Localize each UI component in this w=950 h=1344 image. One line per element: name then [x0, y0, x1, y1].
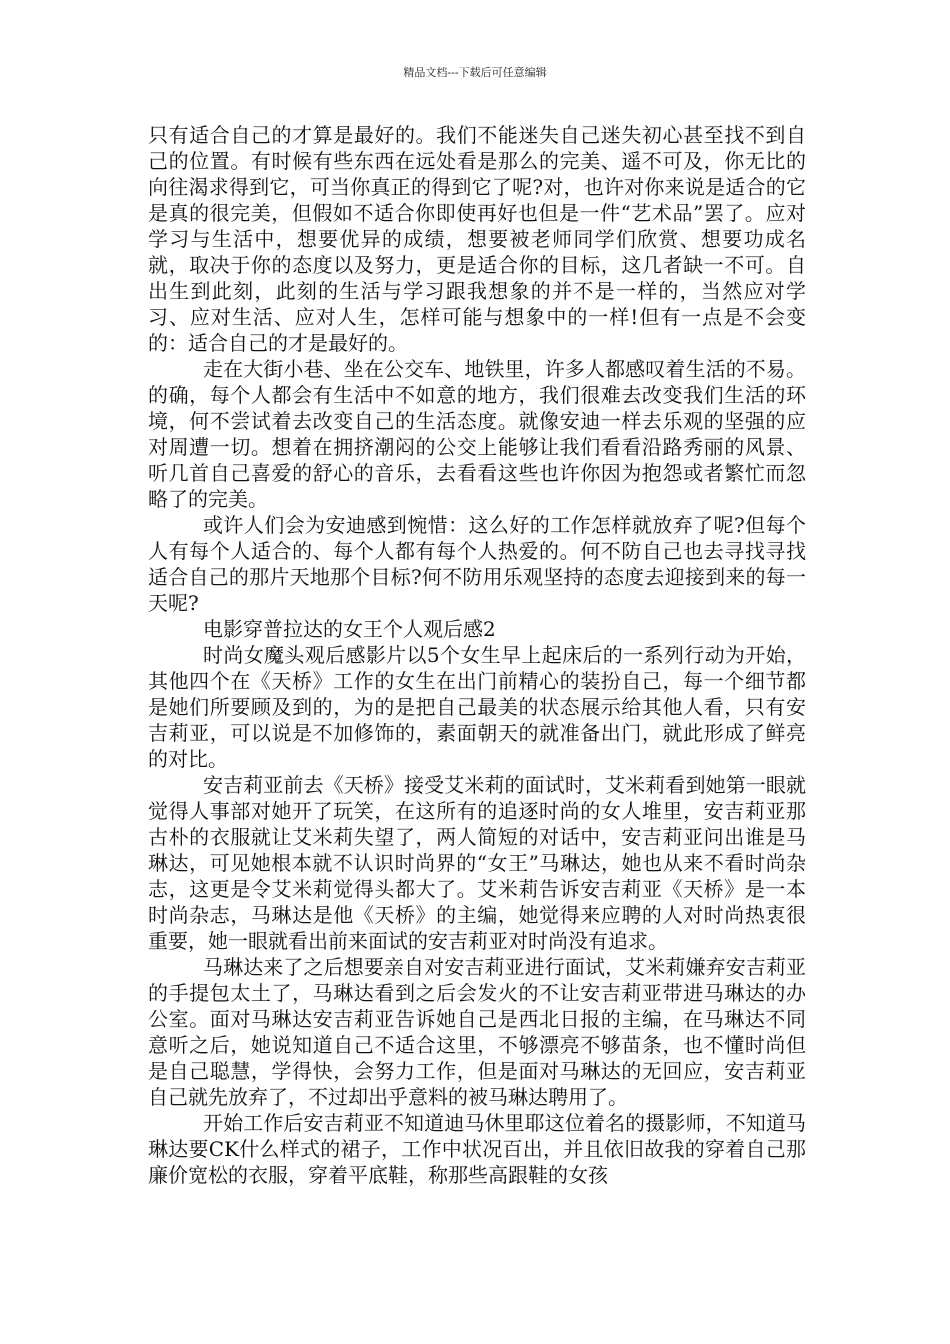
paragraph: 走在大街小巷、坐在公交车、地铁里，许多人都感叹着生活的不易。的确，每个人都会有生活中不如意的地方，我们很难去改变我们生活的环境，何不尝试着去改变自己的生活态度。就像安迪一样去乐观的坚强的应对周遭一切。想着在拥挤潮闷的公交上能够让我们看看沿路秀丽的风景、听几首自己喜爱的舒心的音乐，去看看这些也许你因为抱怨或者繁忙而忽略了的完美。	[148, 357, 806, 511]
paragraph: 时尚女魔头观后感影片以5个女生早上起床后的一系列行动为开始，其他四个在《天桥》工作的女生在出门前精心的装扮自己，每一个细节都是她们所要顾及到的，为的是把自己最美的状态展示给其他人看，只有安吉莉亚，可以说是不加修饰的，素面朝天的就准备出门，就此形成了鲜亮的对比。	[148, 643, 806, 771]
page-header: 精品文档---下载后可任意编辑	[403, 66, 547, 79]
paragraph: 开始工作后安吉莉亚不知道迪马休里耶这位着名的摄影师，不知道马琳达要CK什么样式的裙子，工作中状况百出，并且依旧故我的穿着自己那廉价宽松的衣服，穿着平底鞋，称那些高跟鞋的女孩	[148, 1111, 806, 1187]
paragraph: 只有适合自己的才算是最好的。我们不能迷失自己迷失初心甚至找不到自己的位置。有时候有些东西在远处看是那么的完美、遥不可及，你无比的向往渴求得到它，可当你真正的得到它了呢?对，也许对你来说是适合的它是真的很完美，但假如不适合你即使再好也但是一件“艺术品”罢了。应对学习与生活中，想要优异的成绩，想要被老师同学们欣赏、想要功成名就，取决于你的态度以及努力，更是适合你的目标，这几者缺一不可。自出生到此刻，此刻的生活与学习跟我想象的并不是一样的，当然应对学习、应对生活、应对人生，怎样可能与想象中的一样!但有一点是不会变的：适合自己的才是最好的。	[148, 123, 806, 355]
paragraph: 马琳达来了之后想要亲自对安吉莉亚进行面试，艾米莉嫌弃安吉莉亚的手提包太土了，马琳达看到之后会发火的不让安吉莉亚带进马琳达的办公室。面对马琳达安吉莉亚告诉她自己是西北日报的主编，在马琳达不同意听之后，她说知道自己不适合这里，不够漂亮不够苗条，也不懂时尚但是自己聪慧，学得快，会努力工作，但是面对马琳达的无回应，安吉莉亚自己就先放弃了，不过却出乎意料的被马琳达聘用了。	[148, 955, 806, 1109]
paragraph: 或许人们会为安迪感到惋惜：这么好的工作怎样就放弃了呢?但每个人有每个人适合的、每个人都有每个人热爱的。何不防自己也去寻找寻找适合自己的那片天地那个目标?何不防用乐观坚持的态度去迎接到来的每一天呢?	[148, 513, 806, 615]
section-heading: 电影穿普拉达的女王个人观后感2	[203, 617, 496, 641]
document-body	[148, 122, 806, 1188]
paragraph: 安吉莉亚前去《天桥》接受艾米莉的面试时，艾米莉看到她第一眼就觉得人事部对她开了玩笑，在这所有的追逐时尚的女人堆里，安吉莉亚那古朴的衣服就让艾米莉失望了，两人简短的对话中，安吉莉亚问出谁是马琳达，可见她根本就不认识时尚界的“女王”马琳达，她也从来不看时尚杂志，这更是令艾米莉觉得头都大了。艾米莉告诉安吉莉亚《天桥》是一本时尚杂志，马琳达是他《天桥》的主编，她觉得来应聘的人对时尚热衷很重要，她一眼就看出前来面试的安吉莉亚对时尚没有追求。	[148, 773, 806, 953]
